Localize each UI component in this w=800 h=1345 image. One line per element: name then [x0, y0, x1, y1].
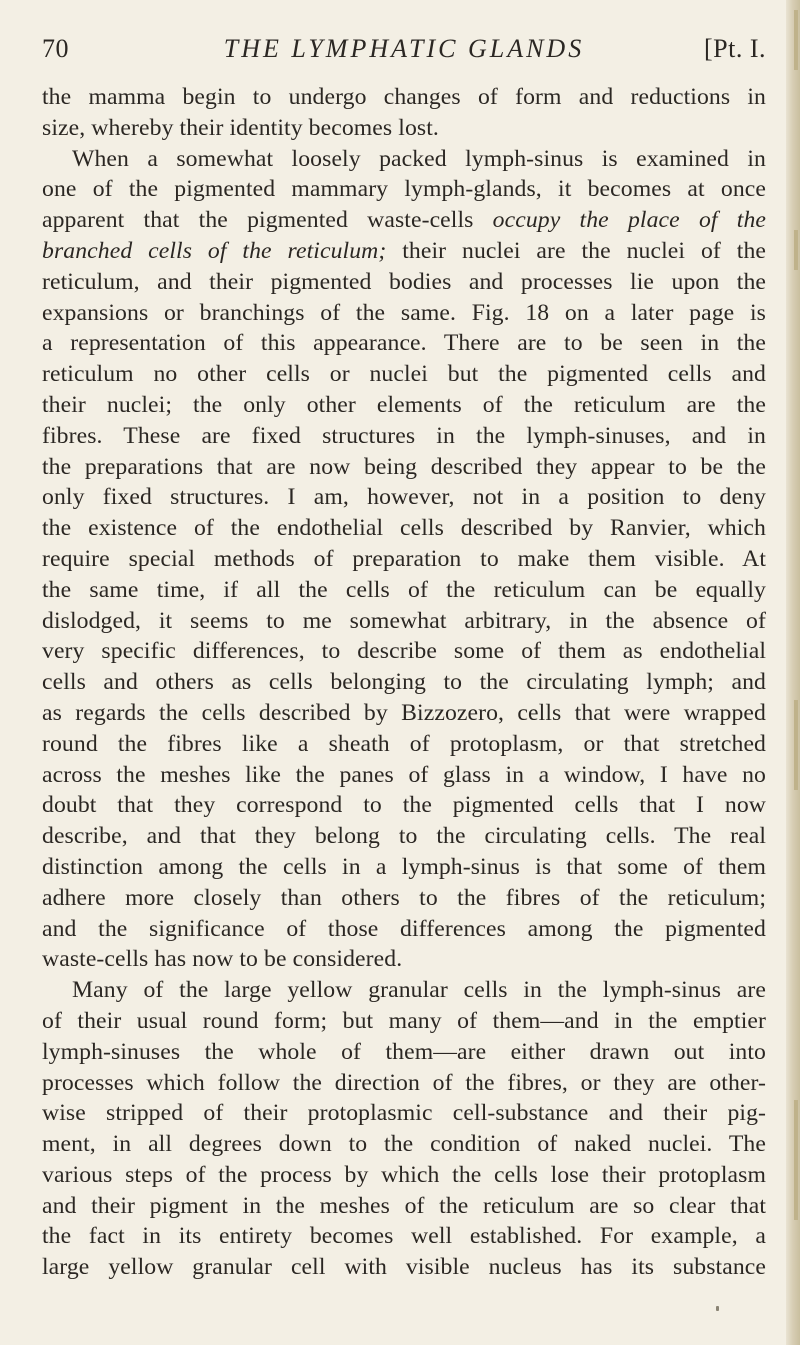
italic-run: occupy the place of the — [492, 207, 766, 234]
text-line: only fixed structures. I am, however, not in a position to deny — [42, 484, 766, 511]
text-line: the mamma begin to undergo changes of form and reductions in — [42, 84, 766, 110]
text-line: wise stripped of their protoplasmic cell-substance and their pig- — [42, 1100, 766, 1127]
text-line: dislodged, it seems to me somewhat arbitrary, in the absence of — [42, 607, 766, 634]
text-line: doubt that they correspond to the pigmented cells that I now — [42, 792, 766, 819]
running-title: THE LYMPHATIC GLANDS — [223, 34, 585, 63]
text-line: very specific differences, to describe some of them as endothelial — [42, 638, 766, 665]
text-line: their nuclei; the only other elements of the reticulum are the — [42, 391, 766, 418]
text-line: a representation of this appearance. There are to be seen in the — [42, 330, 766, 357]
text-line: round the fibres like a sheath of protoplasm, or that stretched — [42, 730, 766, 757]
text-line: of their usual round form; but many of them—and in the emptier — [42, 1007, 766, 1034]
page-header — [42, 34, 766, 74]
text-line: and the significance of those differences among the pigmented — [42, 915, 766, 942]
text-line: across the meshes like the panes of glass in a window, I have no — [42, 761, 766, 788]
text-line: lymph-sinuses the whole of them—are either drawn out into — [42, 1038, 766, 1065]
section-reference: [Pt. I. — [704, 34, 766, 63]
text-line: size, whereby their identity becomes lost. — [42, 114, 439, 141]
text-line: require special methods of preparation to make them visible. At — [42, 545, 766, 572]
text-line: the existence of the endothelial cells described by Ranvier, which — [42, 515, 766, 542]
text-line: large yellow granular cell with visible nucleus has its substance — [42, 1254, 766, 1281]
text-line: the same time, if all the cells of the reticulum can be equally — [42, 576, 766, 603]
text-line: adhere more closely than others to the fibres of the reticulum; — [42, 884, 766, 911]
italic-run: branched cells of the reticulum; — [42, 237, 387, 264]
text-line — [42, 236, 766, 267]
text-run: apparent that the pigmented waste-cells — [42, 207, 493, 234]
text-line: and their pigment in the meshes of the reticulum are so clear that — [42, 1192, 766, 1219]
text-line: processes which follow the direction of the fibres, or they are other- — [42, 1069, 766, 1096]
text-line: ment, in all degrees down to the condition of naked nuclei. The — [42, 1131, 766, 1158]
text-run: their nuclei are the nuclei of the — [386, 237, 767, 264]
text-line: reticulum, and their pigmented bodies and processes lie upon the — [42, 268, 766, 295]
page-edge — [786, 0, 800, 1345]
text-line: When a somewhat loosely packed lymph-sinus is examined in — [72, 145, 766, 172]
print-speck — [716, 1306, 719, 1311]
text-line — [42, 205, 766, 236]
text-line: reticulum no other cells or nuclei but the pigmented cells and — [42, 361, 766, 388]
text-line: Many of the large yellow granular cells in the lymph-sinus are — [72, 977, 766, 1004]
text-line: describe, and that they belong to the circulating cells. The real — [42, 823, 766, 850]
text-line: cells and others as cells belonging to the circulating lymph; and — [42, 669, 766, 696]
text-line: the fact in its entirety becomes well established. For example, a — [42, 1223, 766, 1250]
body-text — [42, 82, 766, 1283]
page-number: 70 — [42, 34, 69, 63]
text-line: the preparations that are now being described they appear to be the — [42, 453, 766, 480]
text-line: as regards the cells described by Bizzozero, cells that were wrapped — [42, 699, 766, 726]
text-line: distinction among the cells in a lymph-sinus is that some of them — [42, 853, 766, 880]
text-line: fibres. These are fixed structures in the lymph-sinuses, and in — [42, 422, 766, 449]
text-line: various steps of the process by which the cells lose their protoplasm — [42, 1161, 766, 1188]
text-line: one of the pigmented mammary lymph-glands, it becomes at once — [42, 176, 766, 203]
text-line: waste-cells has now to be considered. — [42, 946, 403, 973]
text-line: expansions or branchings of the same. Fig. 18 on a later page is — [42, 299, 766, 326]
